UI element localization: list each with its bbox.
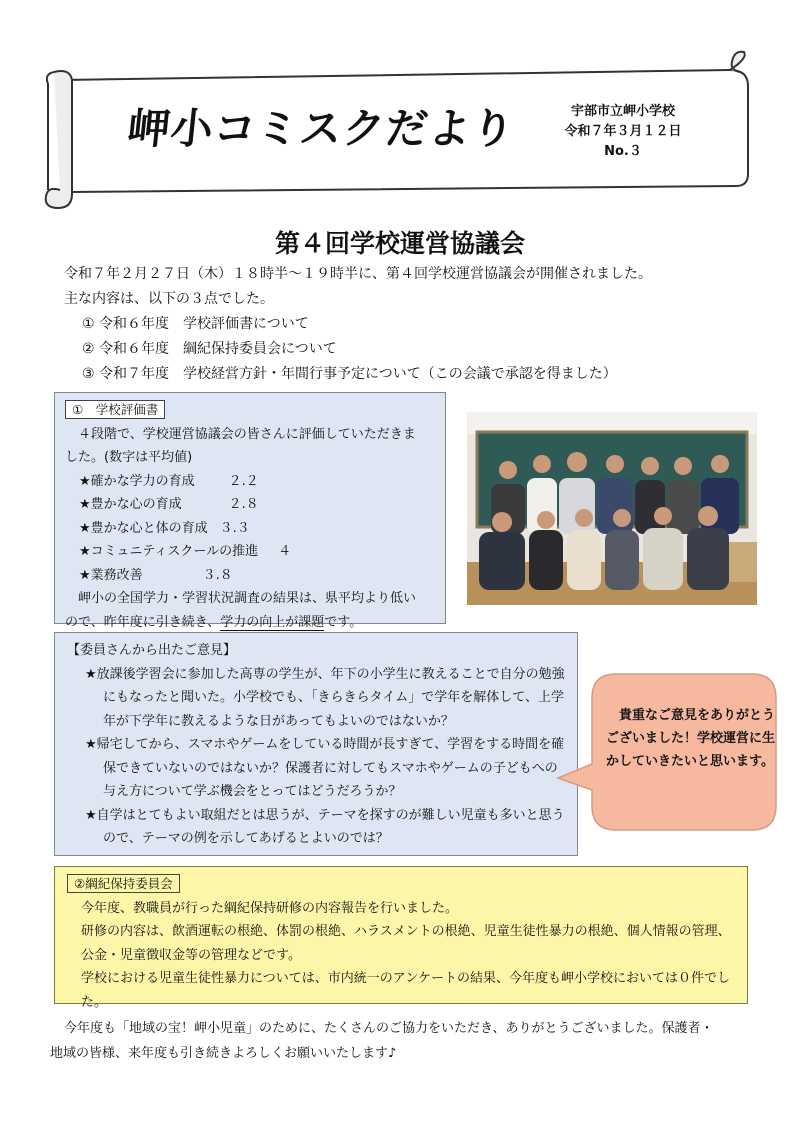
- opinions-label: 【委員さんから出たご意見】: [67, 643, 237, 658]
- section-label: ②綱紀保持委員会: [67, 874, 180, 893]
- section-label: ① 学校評価書: [65, 400, 165, 419]
- score-value: ３.８: [202, 567, 233, 583]
- intro-line: 主な内容は、以下の３点でした。: [64, 291, 274, 307]
- committee-paragraph: 学校における児童生徒性暴力については、市内統一のアンケートの結果、今年度も岬小学校においては０件でした。: [81, 971, 730, 1010]
- opinion-item: ★自学はとてもよい取組だとは思うが、テーマを探すのが難しい児童も多いと思うので、テーマの例を示してあげるとよいのでは？: [85, 807, 565, 846]
- closing-message: [50, 1016, 760, 1066]
- committee-paragraph: 今年度、教職員が行った綱紀保持研修の内容報告を行いました。: [81, 900, 459, 916]
- newsletter-title: 岬小コミスクだより: [125, 104, 518, 153]
- evaluation-text: ４段階で、学校運営協議会の皆さんに評価していただきま: [65, 426, 416, 442]
- score-row: [65, 564, 435, 588]
- discipline-committee-box: [54, 866, 748, 1010]
- closing-line: 今年度も「地域の宝！岬小児童」のために、たくさんのご協力をいただき、ありがとうございました。保護者・: [64, 1021, 714, 1036]
- opinion-item: ★放課後学習会に参加した高専の学生が、年下の小学生に教えることで自分の勉強にもなったと聞いた。小学校でも、「きらきらタイム」で学年を解体して、上学年が下学年に教えるような日があってもよいのではないか？: [85, 666, 565, 729]
- issue-number: No.３: [604, 144, 642, 159]
- score-name: ★豊かな心の育成: [79, 497, 182, 512]
- opinion-item: ★帰宅してから、スマホやゲームをしている時間が長すぎて、学習をする時間を確保できていないのではないか？保護者に対してもスマホやゲームの子どもへの与え方について学ぶ機会をとってはどうだろうか？: [85, 737, 565, 799]
- score-row: [65, 540, 435, 564]
- score-name: ★豊かな心と体の育成: [79, 520, 208, 536]
- evaluation-text: した。(数字は平均値): [65, 450, 193, 465]
- closing-line: 地域の皆様、来年度も引き続きよろしくお願いいたします♪: [50, 1046, 397, 1061]
- score-row: [65, 493, 435, 517]
- agenda-item: ① 令和６年度 学校評価書について: [82, 316, 309, 332]
- intro-text: [64, 262, 652, 387]
- school-info: [548, 102, 698, 162]
- score-value: ３.３: [219, 520, 250, 536]
- emphasis-text: 学力の向上が課題: [220, 614, 325, 630]
- committee-paragraph: 研修の内容は、飲酒運転の根絶、体罰の根絶、ハラスメントの根絶、児童生徒性暴力の根絶、個人情報の管理、公金・児童徴収金等の管理などです。: [81, 924, 731, 963]
- bubble-message: 貴重なご意見をありがとうございました！学校運営に生かしていきたいと思います。: [606, 708, 776, 769]
- issue-date: 令和７年３月１２日: [564, 124, 682, 139]
- score-value: ４: [278, 544, 292, 559]
- agenda-item: ② 令和６年度 綱紀保持委員会について: [82, 341, 337, 357]
- meeting-group-photo: [467, 412, 757, 605]
- score-row: [65, 517, 435, 541]
- school-evaluation-box: [54, 392, 446, 630]
- evaluation-note: ので、昨年度に引き続き、学力の向上が課題です。: [65, 614, 363, 630]
- agenda-item: ③ 令和７年度 学校経営方針・年間行事予定について（この会議で承認を得ました）: [82, 366, 617, 382]
- score-name: ★確かな学力の育成: [79, 473, 195, 489]
- score-row: [65, 470, 435, 494]
- school-name: 宇部市立岬小学校: [570, 104, 675, 119]
- score-name: ★業務改善: [79, 567, 143, 583]
- evaluation-note: 岬小の全国学力・学習状況調査の結果は、県平均より低い: [65, 591, 417, 606]
- score-value: ２.８: [228, 497, 259, 512]
- score-value: ２.２: [228, 473, 259, 489]
- committee-opinions-box: [54, 632, 578, 856]
- score-name: ★コミュニティスクールの推進: [79, 544, 259, 559]
- intro-line: 令和７年２月２７日（木）１８時半～１９時半に、第４回学校運営協議会が開催されました。: [64, 266, 652, 282]
- page-headline: 第４回学校運営協議会: [274, 229, 525, 258]
